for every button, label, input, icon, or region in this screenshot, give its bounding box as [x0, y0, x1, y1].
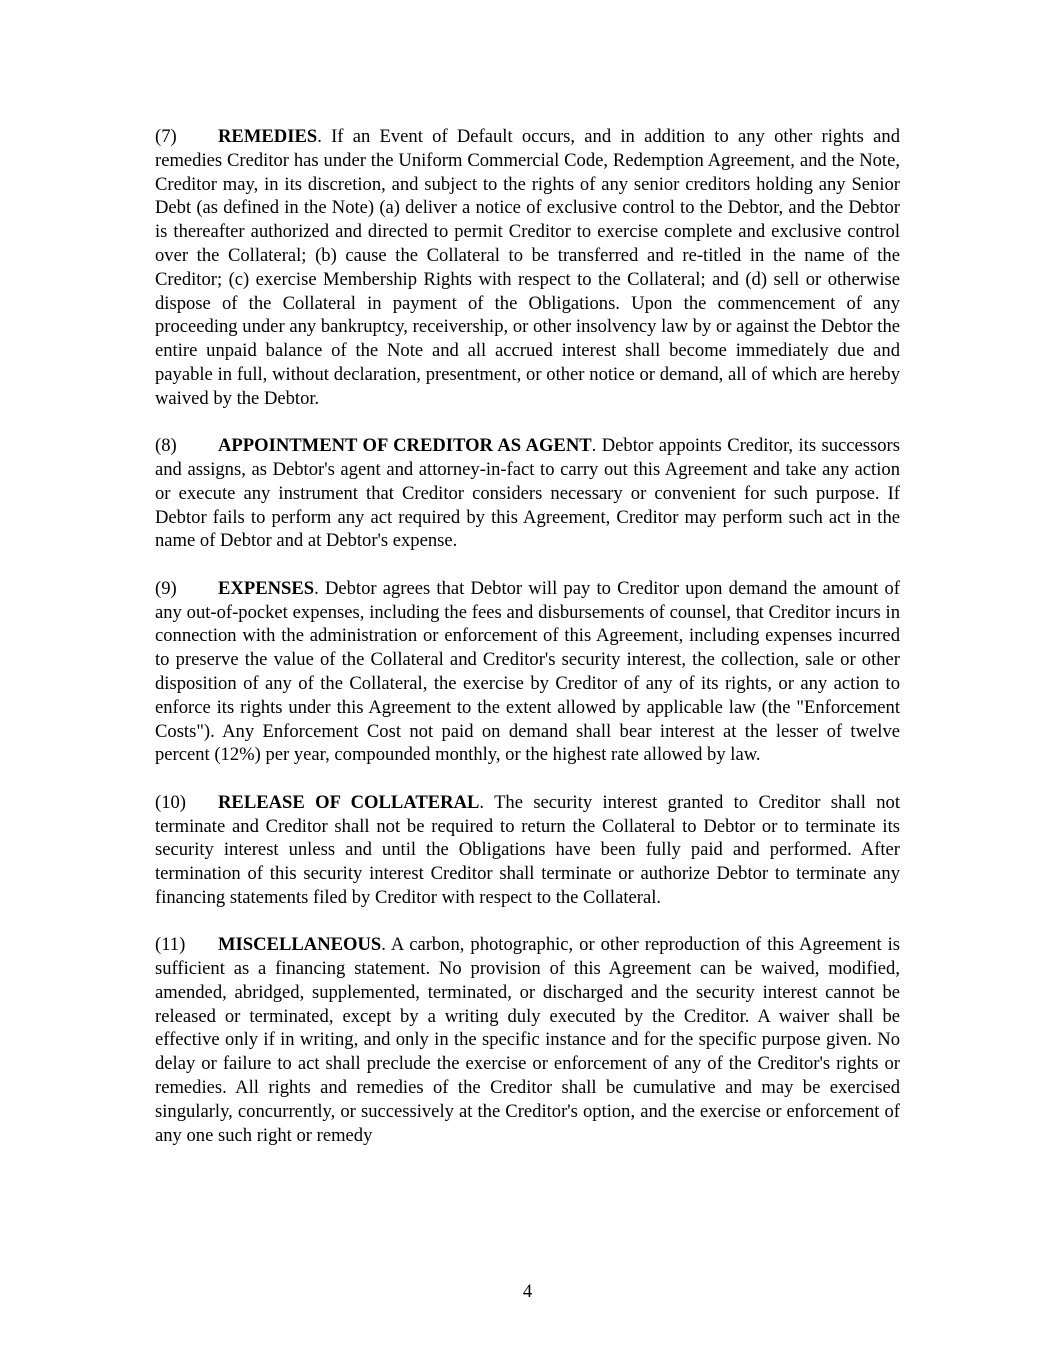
section-body: . Debtor agrees that Debtor will pay to Creditor upon demand the amount of any out-of-pocket expenses, including the fees and disbursements of counsel, that Creditor incurs in connection with the administration or enforcement of this Agreement, including expenses incurred to preserve the value of the Collateral and Creditor's security interest, the collection, sale or other disposition of any of the Collateral, the exercise by Creditor of any of its rights, or any action to enforce its rights under this Agreement to the extent allowed by applicable law (the "Enforcement Costs"). Any Enforcement Cost not paid on demand shall bear interest at the lesser of twelve percent (12%) per year, compounded monthly, or the highest rate allowed by law. [155, 577, 900, 766]
section-title: REMEDIES [218, 126, 318, 147]
section-release-of-collateral [155, 791, 900, 910]
section-number: (10) [155, 791, 186, 813]
section-title: RELEASE OF COLLATERAL [218, 791, 480, 813]
section-title: EXPENSES [218, 577, 315, 599]
section-body: . A carbon, photographic, or other reproduction of this Agreement is sufficient as a financing statement. No provision of this Agreement can be waived, modified, amended, abridged, supplemented, terminated, or discharged and the security interest cannot be released or terminated, except by a writing duly executed by the Creditor. A waiver shall be effective only if in writing, and only in the specific instance and for the specific purpose given. No delay or failure to act shall preclude the exercise or enforcement of any of the Creditor's rights or remedies. All rights and remedies of the Creditor shall be cumulative and may be exercised singularly, concurrently, or successively at the Creditor's option, and the exercise or enforcement of any one such right or remedy [155, 934, 900, 1146]
section-body: . Debtor appoints Creditor, its successors and assigns, as Debtor's agent and attorney-in-fact to carry out this Agreement and take any action or execute any instrument that Creditor considers necessary or convenient for such purpose. If Debtor fails to perform any act required by this Agreement, Creditor may perform such act in the name of Debtor and at Debtor's expense. [155, 435, 900, 552]
section-body: . The security interest granted to Creditor shall not terminate and Creditor shall not be required to return the Collateral to Debtor or to terminate its security interest unless and until the Obligations have been fully paid and performed. After termination of this security interest Creditor shall terminate or authorize Debtor to terminate any financing statements filed by Creditor with respect to the Collateral. [155, 791, 900, 908]
page-number: 4 [522, 1281, 533, 1302]
section-appointment-of-creditor-as-agent [155, 434, 900, 553]
section-number: (9) [155, 577, 177, 599]
document-page [155, 125, 900, 1171]
section-number: (11) [155, 934, 186, 956]
section-title: MISCELLANEOUS [218, 934, 382, 956]
section-number: (7) [155, 126, 177, 147]
section-body: . If an Event of Default occurs, and in addition to any other rights and remedies Creditor has under the Uniform Commercial Code, Redemption Agreement, and the Note, Creditor may, in its discretion, and subject to the rights of any senior creditors holding any Senior Debt (as defined in the Note) (a) deliver a notice of exclusive control to the Debtor, and the Debtor is thereafter authorized and directed to permit Creditor to exercise complete and exclusive control over the Collateral; (b) cause the Collateral to be transferred and re-titled in the name of the Creditor; (c) exercise Membership Rights with respect to the Collateral; and (d) sell or otherwise dispose of the Collateral in payment of the Obligations. Upon the commencement of any proceeding under any bankruptcy, receivership, or other insolvency law by or against the Debtor the entire unpaid balance of the Note and all accrued interest shall become immediately due and payable in full, without declaration, presentment, or other notice or demand, all of which are hereby waived by the Debtor. [155, 126, 900, 409]
section-expenses [155, 577, 900, 767]
section-number: (8) [155, 435, 177, 457]
section-remedies [155, 125, 900, 411]
section-miscellaneous [155, 933, 900, 1147]
section-title: APPOINTMENT OF CREDITOR AS AGENT [218, 435, 592, 457]
